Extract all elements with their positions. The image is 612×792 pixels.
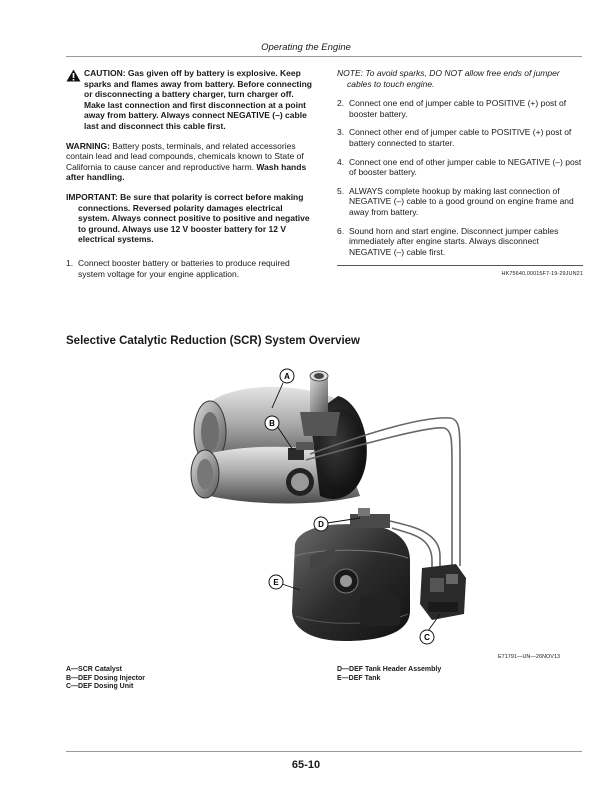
step-number: 5. [337,185,345,196]
legend-item: A—SCR Catalyst [66,666,123,673]
legend-item: C—DEF Dosing Unit [66,683,134,691]
warning-triangle-icon [66,69,84,132]
callout-a [280,369,294,383]
callout-d [314,517,328,531]
callout-c [420,630,434,644]
callout-a-label: A [284,372,290,381]
step-3 [337,127,583,148]
step-text: Connect one end of jumper cable to POSITIVE (+) post of booster battery. [349,98,567,119]
footer-divider [66,751,582,752]
step-number: 3. [337,127,345,138]
step-number: 2. [337,98,345,109]
callout-d-label: D [318,520,324,529]
step-6 [337,226,583,258]
step-text: Sound horn and start engine. Disconnect jumper cables immediately after engine starts. Always disconnect NEGATIVE (–) cable first. [349,225,559,257]
callout-b [265,416,279,430]
section-title: Selective Catalytic Reduction (SCR) System Overview [66,335,360,347]
warning-block [66,141,316,183]
callout-e [269,575,283,589]
reference-code: HK75640,00015F7-19-29JUN21 [337,265,583,280]
legend-item: D—DEF Tank Header Assembly [337,666,442,673]
note-text: NOTE: To avoid sparks, DO NOT allow free ends of jumper cables to touch engine. [337,68,560,89]
legend-item: B—DEF Dosing Injector [66,674,145,682]
warning-label: WARNING: [66,140,110,151]
step-1 [66,258,316,279]
callout-c-label: C [424,633,430,642]
scr-system-illustration [160,356,590,656]
legend-item: E—DEF Tank [337,674,381,682]
legend-right [337,666,441,683]
header-divider [66,56,582,57]
page-number: 65-10 [291,759,321,771]
warning-bold-text: Wash hands after handling. [66,161,307,183]
step-number: 1. [66,257,74,268]
step-2 [337,98,583,119]
step-4 [337,157,583,178]
important-block [66,192,316,245]
step-text: ALWAYS complete hookup by making last connection of NEGATIVE (–) cable to a good ground on engine frame and away from battery. [349,185,574,217]
legend-left [66,666,145,692]
figure-reference-code: E71791—UN—26NOV13 [498,654,561,660]
step-text: Connect booster battery or batteries to produce required system voltage for your engine application. [78,257,290,279]
callout-b-label: B [269,419,275,428]
right-column [337,68,583,280]
step-text: Connect other end of jumper cable to POSITIVE (+) post of battery connected to starter. [349,127,572,148]
left-column [66,68,316,287]
page-header-title: Operating the Engine [261,42,351,53]
caution-text: CAUTION: Gas given off by battery is explosive. Keep sparks and flames away from battery. Before connecting or disconnecting a battery charger, turn charger off. Make last connection and first disconnection at a point away from battery. Always connect NEGATIVE (–) cable last and disconnect this cable first. [84,68,312,131]
step-text: Connect one end of other jumper cable to NEGATIVE (–) post of booster battery. [349,156,582,178]
step-number: 4. [337,156,345,167]
warning-text: Battery posts, terminals, and related accessories contain lead and lead compounds, chemicals known to State of California to cause cancer and reproductive harm. [66,140,304,172]
step-number: 6. [337,225,345,236]
important-label: IMPORTANT: [66,191,118,202]
caution-block [66,68,316,132]
callout-e-label: E [273,578,279,587]
def-dosing-unit-part [420,564,466,620]
scr-catalyst-part [191,371,367,504]
step-5 [337,186,583,218]
important-text: Be sure that polarity is correct before making connections. Reversed polarity damages electrical system. Always connect positive to positive and negative to ground. Always use 12 V booster battery for 12 V electrical systems. [78,191,310,245]
